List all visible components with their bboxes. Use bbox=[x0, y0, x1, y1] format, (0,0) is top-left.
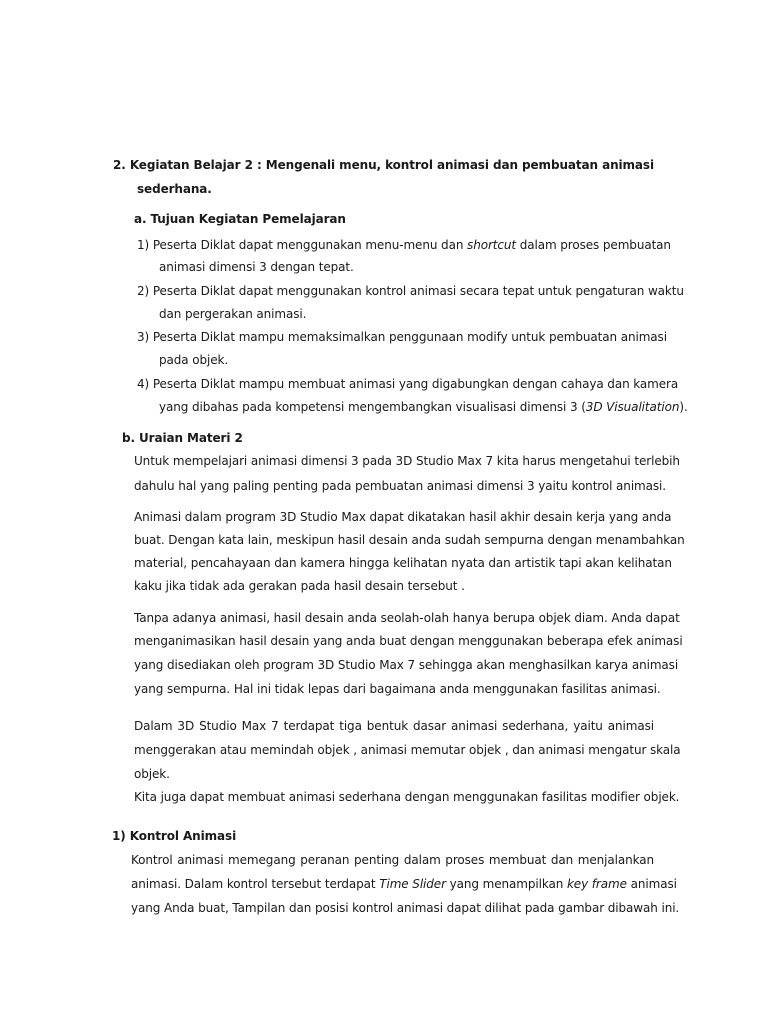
paragraph-line: buat. Dengan kata lain, meskipun hasil desain anda sudah sempurna dengan menambahkan bbox=[134, 533, 685, 547]
paragraph-line: animasi. Dalam kontrol tersebut terdapat Time Slider yang menampilkan key frame animasi bbox=[131, 877, 677, 891]
subheading-tujuan: a. Tujuan Kegiatan Pemelajaran bbox=[134, 212, 346, 226]
paragraph-line: kaku jika tidak ada gerakan pada hasil desain tersebut . bbox=[134, 579, 465, 593]
paragraph-line: yang disediakan oleh program 3D Studio Max 7 sehingga akan menghasilkan karya animasi bbox=[134, 658, 679, 672]
list-item: 2) Peserta Diklat dapat menggunakan kontrol animasi secara tepat untuk pengaturan waktu bbox=[137, 284, 684, 298]
subheading-kontrol: 1) Kontrol Animasi bbox=[112, 829, 237, 843]
paragraph-line: objek. bbox=[134, 767, 170, 781]
paragraph-line: Untuk mempelajari animasi dimensi 3 pada 3D Studio Max 7 kita harus mengetahui terlebih bbox=[134, 454, 680, 468]
section-heading-cont: sederhana. bbox=[137, 182, 212, 196]
list-item: 1) Peserta Diklat dapat menggunakan menu-menu dan shortcut dalam proses pembuatan bbox=[137, 238, 671, 252]
list-item-cont: animasi dimensi 3 dengan tepat. bbox=[159, 260, 354, 274]
list-item-cont: yang dibahas pada kompetensi mengembangkan visualisasi dimensi 3 (3D Visualitation). bbox=[159, 400, 688, 414]
paragraph-line: dahulu hal yang paling penting pada pembuatan animasi dimensi 3 yaitu kontrol animasi. bbox=[134, 479, 666, 493]
paragraph-line: Dalam 3D Studio Max 7 terdapat tiga bentuk dasar animasi sederhana, yaitu animasi bbox=[134, 719, 654, 733]
list-item: 3) Peserta Diklat mampu memaksimalkan penggunaan modify untuk pembuatan animasi bbox=[137, 330, 667, 344]
list-item-cont: pada objek. bbox=[159, 353, 229, 367]
paragraph-line: Kita juga dapat membuat animasi sederhana dengan menggunakan fasilitas modifier objek. bbox=[134, 790, 680, 804]
paragraph-line: material, pencahayaan dan kamera hingga kelihatan nyata dan artistik tapi akan kelihatan bbox=[134, 556, 672, 570]
paragraph-line: menganimasikan hasil desain yang anda buat dengan menggunakan beberapa efek animasi bbox=[134, 634, 683, 648]
list-item: 4) Peserta Diklat mampu membuat animasi yang digabungkan dengan cahaya dan kamera bbox=[137, 377, 679, 391]
list-item-cont: dan pergerakan animasi. bbox=[159, 307, 307, 321]
paragraph-line: menggerakan atau memindah objek , animasi memutar objek , dan animasi mengatur skala bbox=[134, 743, 681, 757]
paragraph-line: Tanpa adanya animasi, hasil desain anda seolah-olah hanya berupa objek diam. Anda dapat bbox=[134, 611, 680, 625]
paragraph-line: Animasi dalam program 3D Studio Max dapat dikatakan hasil akhir desain kerja yang anda bbox=[134, 510, 672, 524]
paragraph-line: yang sempurna. Hal ini tidak lepas dari bagaimana anda menggunakan fasilitas animasi. bbox=[134, 682, 661, 696]
paragraph-line: yang Anda buat, Tampilan dan posisi kontrol animasi dapat dilihat pada gambar dibawah ini. bbox=[131, 901, 680, 915]
paragraph-line: Kontrol animasi memegang peranan penting dalam proses membuat dan menjalankan bbox=[131, 853, 654, 867]
section-heading: 2. Kegiatan Belajar 2 : Mengenali menu, kontrol animasi dan pembuatan animasi bbox=[113, 158, 654, 172]
subheading-uraian: b. Uraian Materi 2 bbox=[122, 431, 243, 445]
